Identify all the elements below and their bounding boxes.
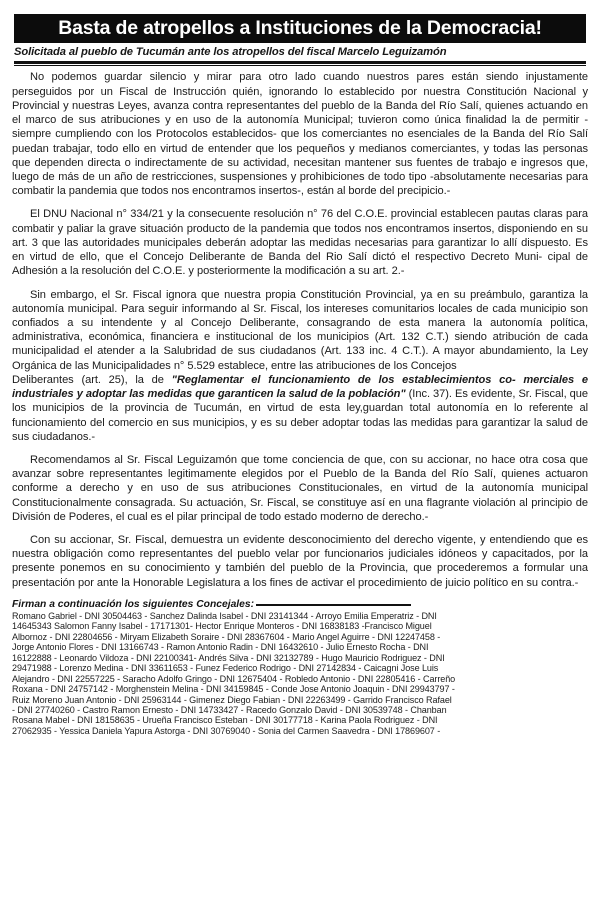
paragraph-4: Recomendamos al Sr. Fiscal Leguizamón que tome conciencia de que, con su accionar, no hace otra cosa que avanzar sobre representantes legitimamente elegidos por el Pueblo de la Banda del Río Salí, quienes actuaron conforme a derecho y en uso de sus atribuciones Constitucionales, en virtud de la autonomía municipal Constitucionalmente consagrada. Su actuación, Sr. Fiscal, se constituye así en una flagrante violación al principio de División de Poderes, el cual es el pilar principal de todo estado moderno de derecho.- — [12, 453, 588, 523]
signatory-line: Rosana Mabel - DNI 18158635 - Urueña Francisco Esteban - DNI 30177718 - Karina Paola Rodriguez - DNI — [12, 715, 438, 726]
quote-lead-in: Deliberantes (art. 25), la de — [12, 373, 172, 386]
paragraph-2: El DNU Nacional n° 334/21 y la consecuente resolución n° 76 del C.O.E. provincial establecen pautas claras para combatir y paliar la grave situación producto de la pandemia que todos nos encontramos insertos, disponiendo en su art. 3 que las autoridades municipales deberán adoptar las medidas necesarias para garantizar lo allí dispuesto. Es en virtud de ello, que el Concejo Deliberante de Banda del Rio Salí dictó el respectivo Decreto Muni- cipal de Adhesión a la resolución del C.O.E. y posteriormente la modificación a su art. 2.- — [12, 208, 588, 278]
signatory-line: 29471988 - Lorenzo Medina - DNI 33611653 - Funez Federico Rodrigo - DNI 27142834 - Caicagni Jose Luis — [12, 663, 439, 674]
paragraph-3: Sin embargo, el Sr. Fiscal ignora que nuestra propia Constitución Provincial, ya en su preámbulo, garantiza la autonomía municipal. Para seguir informando al Sr. Fiscal, los intereses comunitarios locales de cada municipio son confiados a su intendente y al Concejo Deliberante, consagrando de esta manera la autonomía política, administrativa, económica, financiera e institucional de los municipios (Art. 132 C.T.) siendo atribución de cada municipalidad el atender a la Salubridad de sus ciudadanos (Art. 133 inc. 4 C.T.). A mayor abundamiento, la Ley Orgánica de las Municipalidades n° 5.529 establece, entre las atribuciones de los Concejos — [12, 288, 588, 372]
signatory-line: 16122888 - Leonardo Vildoza - DNI 22100341- Andrés Silva - DNI 32132789 - Hugo Mauricio Rodriguez - DNI — [12, 652, 445, 663]
quoted-law-text: "Reglamentar el funcionamiento de los establecimientos co- merciales e industriales y adoptar las medidas que garanticen la salud de la población" — [12, 373, 588, 401]
solicitada-document — [0, 14, 600, 914]
paragraph-1: No podemos guardar silencio y mirar para otro lado cuando nuestros pares están siendo injustamente perseguidos por un Fiscal de Instrucción quién, ignorando lo establecido por nuestra Constitución Nacional y Provincial y nuestras Leyes, avanza contra representantes del pueblo de la Banda del Río Salí, quienes actuando en el marco de sus atribuciones y en uso de la autonomía Municipal; tuvieron como única finalidad la de permitir -siempre cumpliendo con los Protocolos establecidos- que los comerciantes no esenciales de la Banda del Río Salí puedan trabajar, todo ello en virtud de entender que los pequeños y medianos comerciantes, y todas las personas que dependen directa o indirectamente de su actividad, necesitan mantener sus fuentes de trabajo e ingresos que, luego de más de un año de restricciones, suspensiones y prohibiciones de todo tipo -absolutamente necesarias para combatir la pandemia que todos nos encontramos insertos-, están al borde del precipicio.- — [12, 71, 588, 198]
quote-follow-up: (Inc. 37). Es evidente, Sr. Fiscal, que los municipios de la provincia de Tucumán, en virtud de esta ley,guardan total autonomía en lo referente al funcionamiento del comercio en sus municipios, y es su deber adoptar todas las medidas para garantizar la salud de sus ciudadanos.- — [12, 388, 588, 443]
paragraph-quote — [12, 373, 588, 444]
signatory-line: Ruiz Moreno Juan Antonio - DNI 25963144 - Gimenez Diego Fabian - DNI 22263499 - Garrido Francisco Rafael — [12, 694, 452, 705]
page-title: Basta de atropellos a Instituciones de la Democracia! — [58, 17, 542, 39]
signatory-line: 14645343 Salomon Fanny Isabel - 17171301- Hector Enrique Monteros - DNI 16838183 -Francisco Miguel — [12, 621, 432, 632]
signatories-list — [12, 610, 588, 736]
signatory-line: 27062935 - Yessica Daniela Yapura Astorga - DNI 30769040 - Sonia del Carmen Saavedra - DNI 17869607 - — [12, 725, 441, 736]
paragraph-5: Con su accionar, Sr. Fiscal, demuestra un evidente desconocimiento del derecho vigente, y entendiendo que es nuestra obligación como representantes del pueblo velar por funcionarios judiciales idóneos y capacitados, por la presente ponemos en su conocimiento y también del pueblo de la Provincia, que procederemos a formular una presentación por ante la Honorable Legislatura a los fines de activar el procedimiento de juicio político en su contra.- — [12, 534, 588, 589]
signatory-line: Alejandro - DNI 22557225 - Saracho Adolfo Gringo - DNI 12675404 - Robledo Antonio - DNI 22805416 - Carreño — [12, 673, 456, 684]
document-body — [12, 66, 588, 589]
signatory-line: Roxana - DNI 24757142 - Morghenstein Melina - DNI 34159845 - Conde Jose Antonio Joaquin - DNI 29943797 - — [12, 684, 455, 695]
signatures-heading-row — [12, 599, 588, 610]
document-header-banner — [14, 14, 586, 43]
signatory-line: Romano Gabriel - DNI 30504463 - Sanchez Dalinda Isabel - DNI 23141344 - Arroyo Emilia Emperatriz - DNI — [12, 610, 437, 621]
signatory-line: Albornoz - DNI 22804656 - Miryam Elizabeth Soraire - DNI 28367604 - Mario Angel Aguirre - DNI 12247458 - — [12, 631, 441, 642]
document-subtitle: Solicitada al pueblo de Tucumán ante los atropellos del fiscal Marcelo Leguizamón — [14, 46, 447, 59]
signatures-heading-rule — [256, 604, 411, 606]
signatory-line: - DNI 27740260 - Castro Ramon Ernesto - DNI 14733427 - Racedo Gonzalo David - DNI 30539748 - Chanban — [12, 704, 447, 715]
signatory-line: Jorge Antonio Flores - DNI 13166743 - Ramon Antonio Radin - DNI 16432610 - Julio Ernesto Rocha - DNI — [12, 642, 429, 653]
signatures-heading: Firman a continuación los siguientes Concejales: — [12, 598, 255, 610]
